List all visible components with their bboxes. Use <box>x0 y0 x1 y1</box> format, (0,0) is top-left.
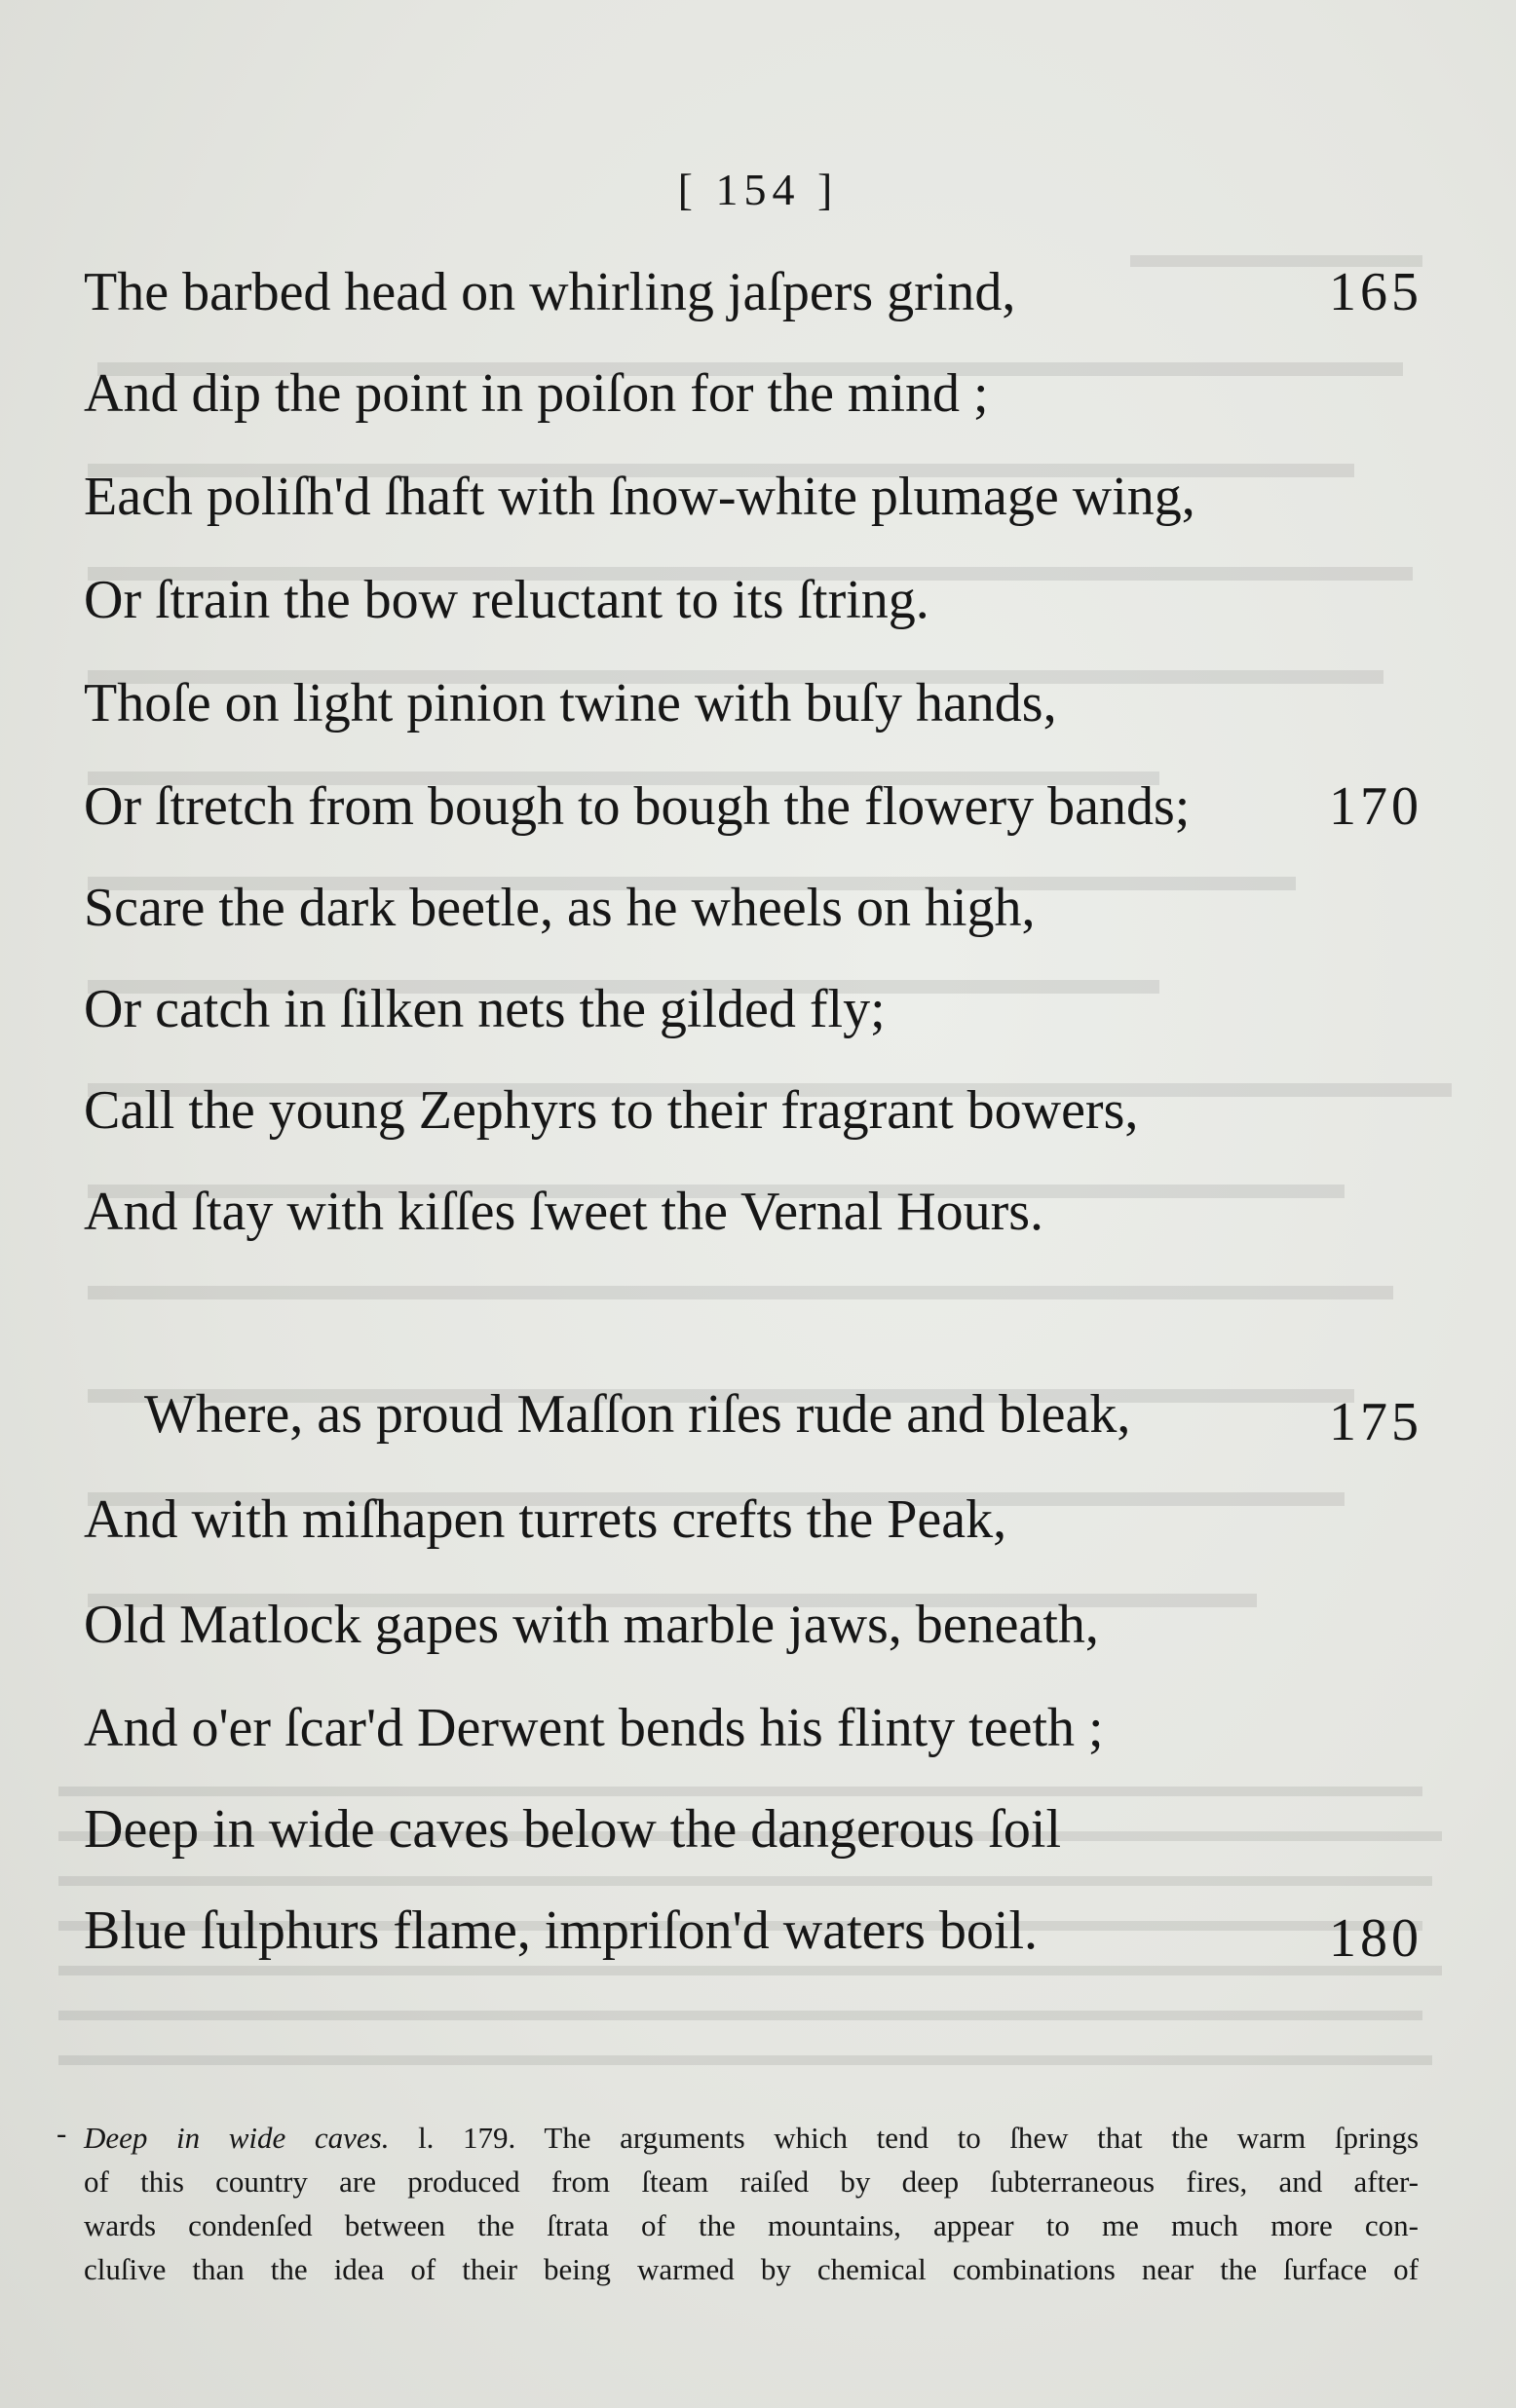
verse-line: And o'er ſcar'd Derwent bends his flinty teeth ; <box>84 1698 1104 1758</box>
footnote-text: The arguments which tend to ſhew that the warm ſprings <box>544 2121 1420 2155</box>
verse-line: Blue ſulphurs flame, impriſon'd waters boil. <box>84 1900 1039 1961</box>
line-number: 180 <box>1329 1908 1422 1969</box>
verse-line: Deep in wide caves below the dangerous ſoil <box>84 1799 1062 1860</box>
footnote-marker: - <box>57 2116 67 2150</box>
footnote-line: wards condenſed between the ſtrata of the mountains, appear to me much more con- <box>84 2208 1419 2242</box>
footnote-reference: l. 179. <box>418 2121 516 2155</box>
footnote <box>84 2116 1419 2291</box>
verse-line: Scare the dark beetle, as he wheels on high, <box>84 878 1036 938</box>
footnote-line <box>84 2116 1419 2160</box>
footnote-lead: Deep in wide caves. <box>84 2121 390 2155</box>
verse-line: Call the young Zephyrs to their fragrant bowers, <box>84 1080 1139 1141</box>
page-number: [ 154 ] <box>677 165 839 214</box>
verse-line: And dip the point in poiſon for the mind ; <box>84 363 989 424</box>
verse-line: Thoſe on light pinion twine with buſy hands, <box>84 673 1057 734</box>
verse-line: Or ſtrain the bow reluctant to its ſtring. <box>84 570 929 630</box>
verse-line: Old Matlock gapes with marble jaws, beneath, <box>84 1595 1099 1655</box>
line-number: 170 <box>1329 776 1422 837</box>
footnote-line: of this country are produced from ſteam raiſed by deep ſubterraneous fires, and after- <box>84 2164 1419 2199</box>
verse-line: Or catch in ſilken nets the gilded fly; <box>84 979 886 1039</box>
verse-line: And with miſhapen turrets crefts the Peak, <box>84 1489 1007 1550</box>
footnote-line: cluſive than the idea of their being warmed by chemical combinations near the ſurface of <box>84 2252 1419 2286</box>
line-number: 175 <box>1329 1392 1422 1452</box>
verse-line: The barbed head on whirling jaſpers grind, <box>84 262 1016 322</box>
verse-line: Where, as proud Maſſon riſes rude and bleak, <box>144 1384 1131 1445</box>
verse-line: Each poliſh'd ſhaft with ſnow-white plumage wing, <box>84 467 1195 527</box>
verse-line: Or ſtretch from bough to bough the flowery bands; <box>84 776 1191 837</box>
verse-line: And ſtay with kiſſes ſweet the Vernal Hours. <box>84 1182 1044 1242</box>
line-number: 165 <box>1329 262 1422 322</box>
